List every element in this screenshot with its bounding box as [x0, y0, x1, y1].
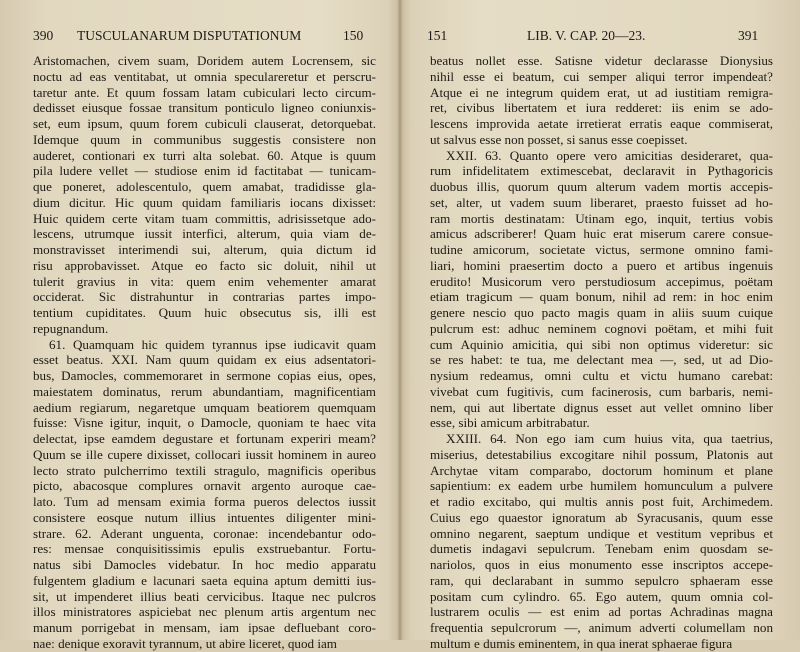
text-line: Atque ei ne integrum quidem erat, ut ad iustitiam remigra-: [430, 84, 773, 100]
text-line: miserius, detestabilius excogitare nihil possum, Platonis aut: [430, 446, 773, 462]
right-page-text: [430, 53, 773, 652]
text-line: erudito! Musicorum vero perstudiosum accepimus, poëtam: [430, 273, 773, 289]
text-line: sit, ut impenderet illius beati cervicibus. Itaque nec pulcros: [33, 588, 376, 604]
text-line: nem, qui aut libertate dignus esset aut vellet omnino liber: [430, 399, 773, 415]
text-line: pila ludere vellet — studiose enim id factitabat — tunicam-: [33, 163, 376, 179]
text-line: frequentia sepulcrorum —, animum adverti columellam non: [430, 620, 773, 635]
text-line: esse, sibi amicum arbitrabatur.: [430, 415, 590, 431]
text-line: strare. 62. Aderant unguenta, coronae: incendebantur odo-: [33, 525, 376, 541]
text-line: amicus adscriberer! Quam huic erat miserum carere consue-: [430, 226, 773, 242]
text-line: cum Aquinio amicitia, qui sibi non optimus videretur: sic: [430, 336, 773, 352]
text-line: nariolos, quos in eius monumento esse inscriptos accepe-: [430, 557, 773, 572]
text-line: etiam tragicum — quam bonum, nihil ad rem: in hoc enim: [430, 289, 773, 305]
text-line: nihil esse ei beatum, cui semper aliqui terror impendeat?: [430, 68, 773, 84]
text-line: set, alter, ut vadem suum liberaret, praesto fuisset ad ho-: [430, 194, 773, 210]
text-line: nae: denique exoravit tyrannum, ut abire liceret, quod iam: [33, 635, 337, 651]
text-line: vivebat cum fugitivis, cum facinerosis, cum barbaris, nemi-: [430, 383, 773, 399]
text-line: sapientium: ex eadem urbe humilem homunculum a pulvere: [430, 478, 773, 494]
right-margin-number: 151: [427, 28, 448, 43]
text-line: beatus nollet esse. Satisne videtur declarasse Dionysius: [430, 53, 773, 68]
text-line: ret, civibus libertatem et iura redderet: iis enim se ado-: [430, 100, 773, 116]
text-line: illos ministratores aspiciebat nec plenum artis argentum nec: [33, 604, 376, 620]
text-line: rum infidelitatem extimescebat, declaravit in Pythagoricis: [430, 163, 773, 179]
text-line: ut salvus esse non posset, si sanus esse coepisset.: [430, 131, 688, 147]
text-line: tulerit gravius in vita: quem enim vehementer amarat: [33, 273, 376, 289]
text-line: lato. Tum ad mensam eximia forma pueros delectos iussit: [33, 494, 376, 509]
text-line: pulcrum est: adhuc neminem cognovi poëtam, et mihi fuit: [430, 320, 773, 336]
text-line: tentium cupiditates. Quum huic obsecutus sis, illi est: [33, 305, 376, 320]
text-line: que poneret, adolescentulo, quem amabat, tradidisse gla-: [33, 179, 376, 194]
text-line: delectat, ipse eamdem degustare et fortunam experiri meam?: [33, 431, 376, 446]
left-page-text: [33, 53, 376, 652]
text-line: ram mortis destinatam: Utinam ego, inquit, tertius vobis: [430, 210, 773, 226]
text-line: auderet, contionari ex turri alta solebat. 60. Atque is quum: [33, 147, 376, 163]
text-line: Quum se ille cupere dixisset, collocari iussit hominem in aureo: [33, 446, 376, 462]
text-line: Huic quidem certe vitam tuam committis, adrisissetque ado-: [33, 210, 376, 226]
text-line: multum e dumis eminentem, in qua inerat sphaerae figura: [430, 635, 733, 651]
text-line: omnino negarent, saeptum undique et vestitum vepribus et: [430, 525, 773, 541]
text-line: genere nescio quo pacto magis quam in aliis suum cuique: [430, 305, 773, 320]
text-line: lecto strato pulcherrimo textili stragulo, magnificis operibus: [33, 462, 376, 478]
text-line: fulgentem gladium e lacunari saeta equina aptum demitti ius-: [33, 572, 376, 588]
text-line: set, eum ipsum, quum forem cubiculi clauserat, detorquebat.: [33, 116, 376, 131]
text-line: et radio excitabo, qui multis annis post fuit, Archimedem.: [430, 494, 773, 509]
text-line: tudine amicorum, societate victus, sermone omnino fami-: [430, 242, 773, 257]
left-page-number: 390: [33, 28, 54, 43]
text-line: nysium redeamus, omni cultu et victu humano carebat:: [430, 368, 773, 383]
text-line: XXII. 63. Quanto opere vero amicitias desideraret, qua-: [446, 147, 773, 163]
text-line: lescens improvida aetate irretierat erratis eaque commiserat,: [430, 116, 773, 131]
left-page: [0, 0, 397, 651]
text-line: occiderat. Sic distrahuntur in contrarias partes impo-: [33, 289, 376, 305]
text-line: risu approbavisset. Atque eo facto sic doluit, nihil ut: [33, 257, 376, 273]
text-line: bus, Damocles, commemoraret in sermone copias eius, opes,: [33, 368, 376, 383]
text-line: positam cum cylindro. 65. Ego autem, quum omnia col-: [430, 588, 773, 604]
text-line: taretur ante. Et quum fossam latam cubiculari lecto circum-: [33, 84, 376, 100]
text-line: 61. Quamquam hic quidem tyrannus ipse iudicavit quam: [49, 336, 376, 352]
right-page: [403, 0, 800, 651]
text-line: se res habet: te tua, me delectant mea —, sed, ut ad Dio-: [430, 352, 773, 368]
text-line: Cuius ego quaestor ignoratum ab Syracusanis, quum esse: [430, 509, 773, 525]
left-margin-number: 150: [343, 28, 364, 43]
text-line: esset beatus. XXI. Nam quum quidam ex eius adsentatori-: [33, 352, 376, 368]
text-line: manum porrigebat in mensam, iam ipsae defluebant coro-: [33, 620, 376, 635]
text-line: liari, homini praesertim docto a puero et artibus ingenuis: [430, 257, 773, 273]
text-line: consistere eosque nutum illius intuentes diligenter mini-: [33, 509, 376, 525]
text-line: XXIII. 64. Non ego iam cum huius vita, qua taetrius,: [446, 431, 773, 446]
text-line: ram, qui declarabant in summo sepulcro sphaeram esse: [430, 572, 773, 588]
text-line: lustrarem oculis — est enim ad portas Achradinas magna: [430, 604, 773, 620]
text-line: Archytae vitam comparabo, doctorum hominum et plane: [430, 462, 773, 478]
text-line: Idemque quum in communibus suggestis consistere non: [33, 131, 376, 147]
text-line: dium dicitur. Hic quum quidam familiaris iocans dixisset:: [33, 194, 376, 210]
left-running-head: TUSCULANARUM DISPUTATIONUM: [77, 28, 302, 43]
text-line: dumetis indagavi sepulcrum. Tenebam enim quosdam se-: [430, 541, 773, 557]
text-line: fuisse: Visne igitur, inquit, o Damocle, quoniam te haec vita: [33, 415, 376, 431]
text-line: monstravisset interimendi sui, alterum, quia dictum id: [33, 242, 376, 257]
text-line: lescens, utrumque iussit interfici, alterum, quia viam de-: [33, 226, 376, 242]
text-line: dedisset eiusque fossae transitum ponticulo ligneo coniunxis-: [33, 100, 376, 116]
right-running-head: LIB. V. CAP. 20—23.: [527, 28, 646, 43]
right-page-number: 391: [738, 28, 759, 43]
text-line: natus sibi Damocles videbatur. In hoc medio apparatu: [33, 557, 376, 572]
text-line: aedium regiarum, negaretque umquam beatiorem quemquam: [33, 399, 376, 415]
text-line: picto, abacosque complures ornavit argento auroque cae-: [33, 478, 376, 494]
text-line: repugnandum.: [33, 320, 109, 336]
text-line: maiestatem dominatus, rerum abundantiam, magnificentiam: [33, 383, 376, 399]
text-line: duobus illis, quorum quum alterum vadem mortis accepis-: [430, 179, 773, 194]
text-line: res: mensae conquisitissimis epulis exstruebantur. Fortu-: [33, 541, 376, 557]
text-line: Aristomachen, civem suam, Doridem autem Locrensem, sic: [33, 53, 376, 68]
text-line: noctu ad eas ventitabat, ut omnia speculareretur et perscru-: [33, 68, 376, 84]
